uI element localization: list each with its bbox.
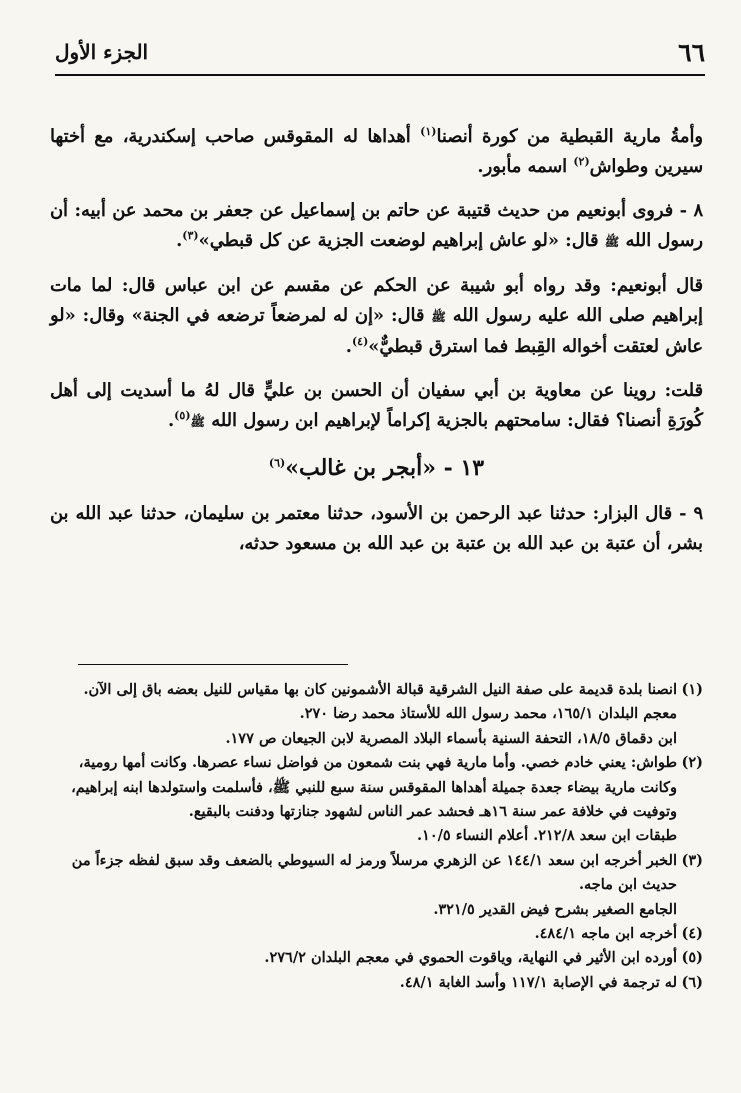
section-title-text: ١٣ - «أبجر بن غالب»	[285, 455, 485, 481]
text: .	[345, 336, 352, 357]
text: قلت: روينا عن معاوية بن أبي سفيان أن الحسن بن عليٍّ قال لهُ ما أسديت إلى أهل كُورَةِ أنصنا؟ فقال: سامحتهم بالجزية إكراماً لإبراهيم ابن رسول الله	[50, 380, 703, 431]
text: .	[176, 230, 183, 251]
footnote-line: ابن دقماق ١٨/٥، التحفة السنية بأسماء البلاد المصرية لابن الجيعان ص ١٧٧.	[225, 729, 677, 747]
text: قال: «إن له لمرضعاً ترضعه في الجنة» وقال: «لو عاش لعتقت أخواله القِبط فما استرق قبطيٌّ»	[50, 305, 703, 357]
footnote-5	[55, 946, 703, 970]
footnote-line: له ترجمة في الإصابة ١١٧/١ وأسد الغابة ٤٨/١.	[399, 973, 677, 991]
text: ٩ - قال البزار: حدثنا عبد الرحمن بن الأسود، حدثنا معتمر بن سليمان، حدثنا عبد الله بن بشر، أن عتبة بن عبد الله بن عتبة بن عبد الله بن مسعود حدثه،	[50, 503, 703, 554]
footnote-ref-6: (٦)	[268, 456, 286, 470]
paragraph-2	[50, 196, 703, 257]
paragraph-3	[50, 271, 703, 362]
footnote-line: معجم البلدان ١٦٥/١، محمد رسول الله للأستاذ محمد رضا ٢٧٠.	[299, 705, 677, 723]
footnote-ref-5: (٥)	[174, 409, 191, 423]
footnote-text	[55, 922, 677, 946]
paragraph-4	[50, 376, 703, 437]
footnote-1	[55, 678, 703, 751]
footnote-number: (١)	[681, 681, 703, 698]
text: قال: «لو عاش إبراهيم لوضعت الجزية عن كل قبطي»	[198, 230, 605, 251]
page-number: ٦٦	[678, 37, 705, 67]
text: قال أبونعيم: وقد رواه أبو شيبة عن الحكم عن مقسم عن ابن عباس قال: لما مات إبراهيم صلى الله عليه رسول الله	[50, 275, 703, 326]
footnote-line: أورده ابن الأثير في النهاية، وياقوت الحموي في معجم البلدان ٢٧٦/٢.	[264, 949, 677, 967]
footnote-text	[55, 751, 677, 849]
paragraph-1	[50, 122, 703, 182]
text: اسمه مأبور.	[477, 156, 574, 177]
footnote-ref-1: (١)	[420, 125, 437, 139]
text: وأمةُ مارية القبطية من كورة أنصنا	[436, 126, 703, 147]
text: .	[167, 410, 175, 431]
section-title	[50, 453, 703, 483]
salla-glyph: ﷺ	[431, 310, 446, 324]
running-head: الجزء الأول	[55, 40, 149, 64]
paragraph-5	[50, 499, 703, 559]
footnote-number: (٥)	[681, 949, 703, 967]
footnote-number: (٣)	[681, 851, 703, 869]
footnote-number: (٦)	[681, 973, 703, 991]
text: ٨ - فروى أبونعيم من حديث قتيبة عن حاتم بن إسماعيل عن جعفر بن محمد عن أبيه: أن رسول الله	[50, 200, 703, 251]
footnote-number: (٢)	[681, 754, 703, 772]
footnote-text	[55, 849, 677, 922]
footnote-text	[55, 678, 677, 751]
footnote-divider	[78, 664, 348, 665]
footnote-3	[55, 849, 703, 922]
salla-glyph: ﷺ	[190, 415, 206, 429]
footnote-ref-3: (٣)	[182, 229, 199, 243]
salla-glyph: ﷺ	[604, 235, 620, 249]
footnote-6	[55, 971, 703, 995]
footnotes	[55, 678, 703, 995]
footnote-line: الجامع الصغير بشرح فيض القدير ٣٢١/٥.	[433, 900, 677, 918]
footnote-text	[55, 971, 677, 995]
footnote-ref-2: (٢)	[573, 155, 590, 169]
footnote-text	[55, 946, 677, 970]
footnote-2	[55, 751, 703, 849]
page-header	[55, 30, 705, 76]
footnote-4	[55, 922, 703, 946]
main-text	[50, 122, 703, 573]
footnote-line: أخرجه ابن ماجه ٤٨٤/١.	[534, 925, 677, 943]
footnote-ref-4: (٤)	[351, 335, 369, 349]
footnote-number: (٤)	[681, 925, 703, 943]
footnote-line: انصنا بلدة قديمة على صفة النيل الشرقية قبالة الأشمونين كان بها مقياس للنيل بعضه باق إلى الآن.	[83, 681, 677, 698]
text: أهداها له المقوقس صاحب إسكندرية، مع أختها سيرين وطواش	[50, 126, 703, 177]
footnote-line: طبقات ابن سعد ٢١٢/٨. أعلام النساء ١٠/٥.	[416, 827, 677, 845]
footnote-line: طواش: يعني خادم خصي. وأما مارية فهي بنت شمعون من فواضل نساء عصرها. وكانت أمها رومية، وكانت مارية بيضاء جعدة جميلة أهداها المقوقس سنة سبع للنبي ﷺ، فأسلمت واستولدها ابنه إبراهيم، وتوفيت في خلافة عمر سنة ١٦هـ فحشد عمر الناس لشهود جنازتها ودفنت بالبقيع.	[71, 754, 677, 821]
footnote-line: الخبر أخرجه ابن سعد ١٤٤/١ عن الزهري مرسلاً ورمز له السيوطي بالضعف وقد سبق لفظه جزءاً من حديث ابن ماجه.	[71, 851, 677, 894]
